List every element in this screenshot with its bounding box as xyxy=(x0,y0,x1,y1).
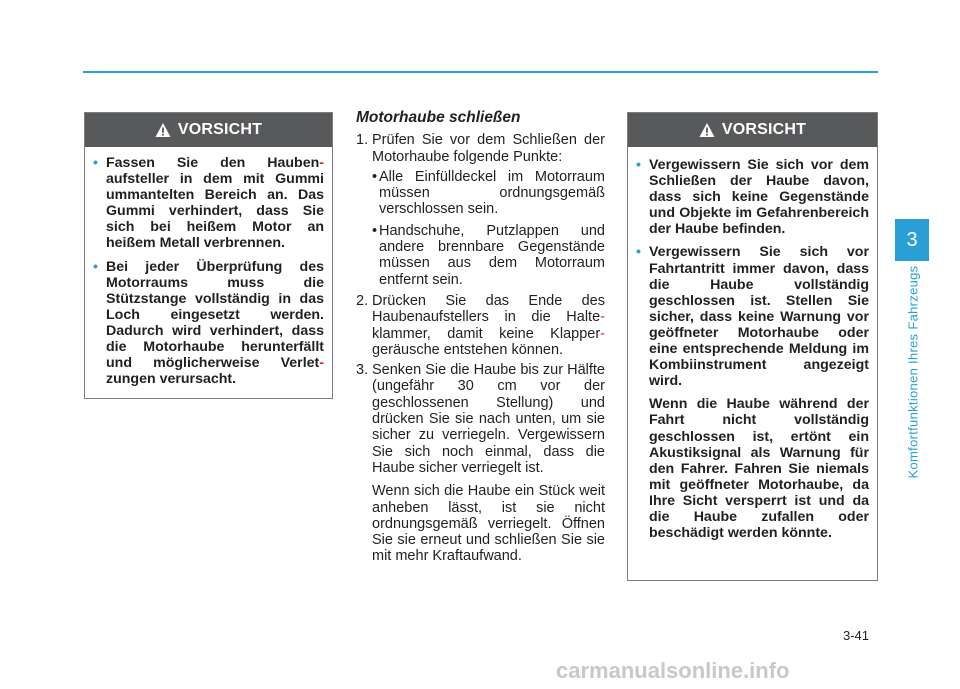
step-2: 2. Drücken Sie das Ende des Haubenaufstellers in die Halte- klammer, damit keine Klapper- geräusche entstehen können. xyxy=(356,292,605,358)
caution-item: • Vergewissern Sie sich vor Fahrtantritt immer davon, dass die Haube vollständig geschlossen ist. Stellen Sie sicher, dass keine Warnung vor geöffneter Motorhaube oder eine entsprechende Meldung im Kombiinstrument angezeigt wird. xyxy=(636,244,869,390)
step-3: 3. Senken Sie die Haube bis zur Hälfte (ungefähr 30 cm vor der geschlossenen Stellung) und drücken Sie sie nach unten, um sie sicher zu verriegeln. Vergewissern Sie sich noch einmal, dass die Haube sicher verriegelt ist. xyxy=(356,362,605,476)
bullet: • xyxy=(93,155,98,171)
bullet: • xyxy=(93,258,98,275)
warning-triangle-icon xyxy=(155,122,171,138)
caution-item: • Fassen Sie den Hauben- aufsteller in dem mit Gummi ummantelten Bereich an. Das Gummi verhindert, dass Sie sich bei heißem Motor an heißem Metall verbrennen. xyxy=(93,155,324,252)
page-number: 3-41 xyxy=(843,628,870,643)
bullet: • xyxy=(636,157,641,173)
caution-box-left xyxy=(84,112,333,399)
sub-item: • Handschuhe, Putzlappen und andere brennbare Gegenstände müssen aus dem Motorraum entfernt sein. xyxy=(372,222,605,288)
caution-header xyxy=(85,113,332,147)
caution-note: Wenn die Haube während der Fahrt nicht vollständig geschlossen ist, ertönt ein Akustiksignal als Warnung für den Fahrer. Fahren Sie niemals mit geöffneter Motorhaube, da Ihre Sicht versperrt ist und da die Haube zufallen oder beschädigt werden könnte. xyxy=(649,396,869,542)
procedure-note: Wenn sich die Haube ein Stück weit anheben lässt, ist sie nicht ordnungsgemäß verriegelt. Öffnen Sie sie erneut und schließen Sie sie mit mehr Kraftaufwand. xyxy=(372,483,605,565)
caution-header xyxy=(628,113,877,147)
caution-title: VORSICHT xyxy=(721,121,807,138)
caution-title: VORSICHT xyxy=(177,121,263,138)
caution-item: • Bei jeder Überprüfung des Motorraums muss die Stützstange vollständig in das Loch eingesetzt werden. Dadurch wird verhindert, dass die Motorhaube herunterfällt und möglicherweise Verlet- zungen verursacht. xyxy=(93,258,324,388)
chapter-title: Komfortfunktionen Ihres Fahrzeugs xyxy=(905,265,921,479)
sub-item: • Alle Einfülldeckel im Motorraum müssen ordnungsgemäß verschlossen sein. xyxy=(372,168,605,218)
caution-box-right xyxy=(627,112,878,581)
caution-item: • Vergewissern Sie sich vor dem Schließen der Haube davon, dass sich keine Gegenstände und Objekte im Gefahrenbereich der Haube befinden. xyxy=(636,157,869,238)
procedure-section xyxy=(356,110,605,565)
watermark: carmanualsonline.info xyxy=(556,658,790,683)
top-rule xyxy=(83,71,878,73)
chapter-tab: 3 xyxy=(895,219,929,261)
step-1: 1. Prüfen Sie vor dem Schließen der Motorhaube folgende Punkte: xyxy=(356,132,605,165)
section-heading: Motorhaube schließen xyxy=(356,109,521,126)
bullet: • xyxy=(636,244,641,261)
warning-triangle-icon xyxy=(699,122,715,138)
